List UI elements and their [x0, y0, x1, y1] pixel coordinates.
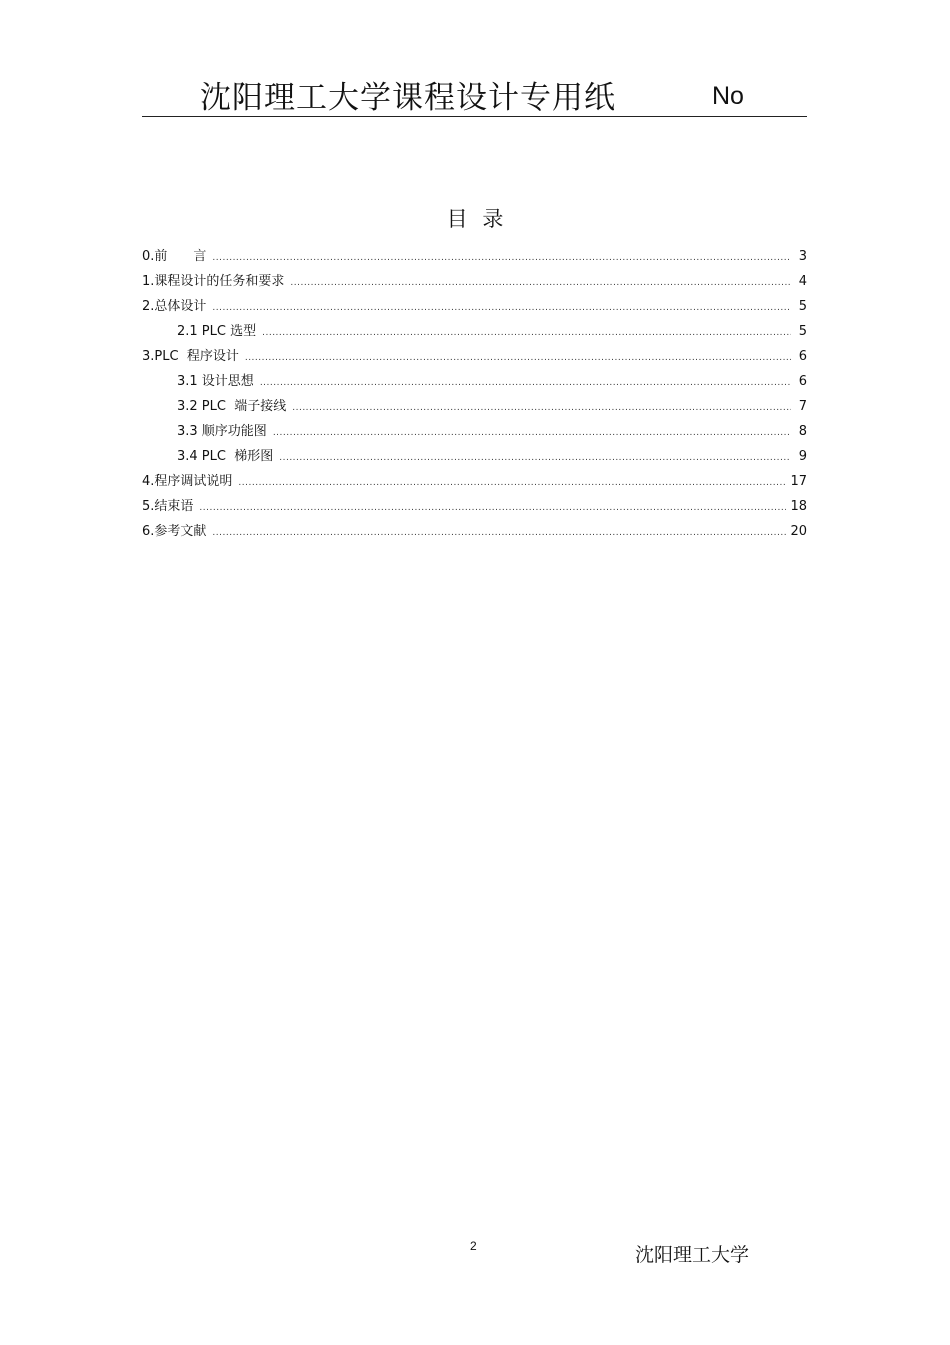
toc-entry-page: 5 — [798, 324, 807, 339]
header-title: 沈阳理工大学课程设计专用纸 — [200, 80, 616, 116]
footer-university-name: 沈阳理工大学 — [635, 1244, 750, 1266]
toc-entry-label: 3.2 PLC 端子接线 — [177, 399, 287, 414]
toc-dot-leader — [212, 253, 791, 263]
toc-dot-leader — [212, 528, 786, 538]
toc-entry-label: 3.PLC 程序设计 — [142, 349, 239, 364]
toc-entry-terminal-wiring[interactable] — [142, 395, 807, 420]
toc-entry-label: 5.结束语 — [142, 499, 194, 514]
toc-dot-leader — [260, 378, 791, 388]
toc-entry-sequential-function-chart[interactable] — [142, 420, 807, 445]
toc-dot-leader — [273, 428, 791, 438]
toc-dot-leader — [279, 453, 791, 463]
toc-entry-label: 2.总体设计 — [142, 299, 207, 314]
toc-entry-page: 3 — [798, 249, 807, 264]
toc-entry-page: 5 — [798, 299, 807, 314]
toc-dot-leader — [262, 328, 791, 338]
toc-entry-page: 6 — [798, 374, 807, 389]
toc-entry-page: 4 — [798, 274, 807, 289]
toc-entry-label: 2.1 PLC 选型 — [177, 324, 257, 339]
toc-entry-page: 17 — [790, 474, 807, 489]
footer-page-number: 2 — [470, 1239, 477, 1253]
toc-entry-conclusion[interactable] — [142, 495, 807, 520]
toc-entry-program-design[interactable] — [142, 345, 807, 370]
toc-entry-label: 3.1 设计思想 — [177, 374, 254, 389]
toc-entry-label: 6.参考文献 — [142, 524, 207, 539]
toc-entry-overall-design[interactable] — [142, 295, 807, 320]
toc-dot-leader — [292, 403, 791, 413]
toc-dot-leader — [238, 478, 786, 488]
toc-entry-page: 6 — [798, 349, 807, 364]
toc-entry-design-idea[interactable] — [142, 370, 807, 395]
toc-entry-page: 9 — [798, 449, 807, 464]
header-divider — [142, 116, 807, 117]
toc-dot-leader — [199, 503, 786, 513]
toc-entry-plc-selection[interactable] — [142, 320, 807, 345]
toc-entry-label: 0.前 言 — [142, 249, 207, 264]
toc-dot-leader — [245, 353, 791, 363]
toc-entry-page: 18 — [790, 499, 807, 514]
toc-entry-preface[interactable] — [142, 245, 807, 270]
header-no-label: No — [712, 82, 744, 110]
toc-entry-debugging[interactable] — [142, 470, 807, 495]
toc-entry-label: 3.3 顺序功能图 — [177, 424, 267, 439]
toc-entry-page: 7 — [798, 399, 807, 414]
toc-entry-page: 8 — [798, 424, 807, 439]
toc-dot-leader — [212, 303, 791, 313]
table-of-contents — [142, 245, 807, 545]
toc-entry-references[interactable] — [142, 520, 807, 545]
toc-heading: 目 录 — [446, 207, 504, 231]
toc-entry-page: 20 — [790, 524, 807, 539]
toc-entry-tasks[interactable] — [142, 270, 807, 295]
toc-dot-leader — [290, 278, 791, 288]
toc-entry-label: 1.课程设计的任务和要求 — [142, 274, 285, 289]
toc-entry-label: 3.4 PLC 梯形图 — [177, 449, 274, 464]
toc-entry-label: 4.程序调试说明 — [142, 474, 233, 489]
toc-entry-ladder-diagram[interactable] — [142, 445, 807, 470]
